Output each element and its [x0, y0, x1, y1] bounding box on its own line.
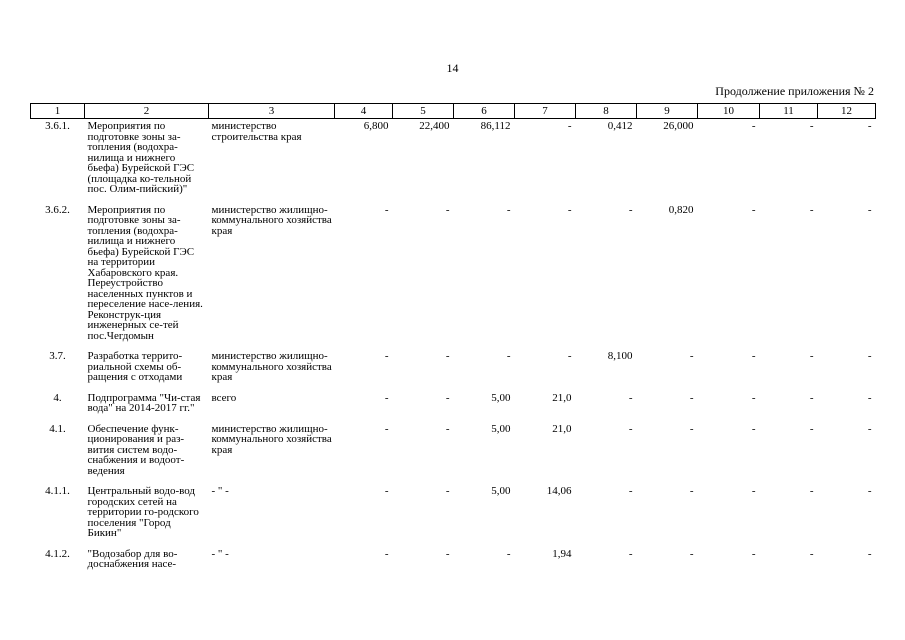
cell-value: -	[689, 547, 694, 560]
row-number: 3.6.2.	[45, 203, 70, 216]
column-header: 7	[515, 104, 576, 119]
cell-value: 22,400	[419, 120, 450, 132]
page-number: 14	[446, 61, 459, 75]
cell-value: 26,000	[663, 120, 694, 132]
cell-value: -	[445, 422, 450, 435]
cell-value: -	[751, 391, 756, 404]
cell-value: 0,412	[607, 120, 633, 132]
cell-value: 1,94	[552, 547, 572, 560]
row-number: 4.1.	[49, 422, 66, 435]
cell-value: -	[628, 391, 633, 404]
row-executor: всего	[211, 391, 237, 404]
cell-value: -	[867, 350, 872, 362]
row-number: 3.7.	[49, 350, 66, 362]
row-name: "Водозабор для во-доснабжения насе-	[87, 547, 178, 570]
column-header: 3	[209, 104, 335, 119]
cell-value: 21,0	[552, 391, 572, 404]
cell-value: -	[384, 391, 389, 404]
table-row	[31, 484, 876, 547]
row-name: Центральный водо-вод городских сетей на территории го-родского поселения "Город Бикин"	[87, 485, 199, 539]
cell-value: -	[384, 422, 389, 435]
cell-value: -	[809, 203, 814, 216]
cell-value: -	[445, 391, 450, 404]
cell-value: -	[567, 120, 572, 132]
cell-value: -	[689, 485, 694, 497]
table-row	[31, 119, 876, 203]
cell-value: -	[567, 350, 572, 362]
table-row	[31, 422, 876, 485]
cell-value: -	[628, 203, 633, 216]
table-header-row	[31, 104, 876, 119]
table-row	[31, 203, 876, 350]
row-name: Обеспечение функ-ционирования и раз-вития систем водо-снабжения и водоот-ведения	[87, 422, 185, 477]
table-row	[31, 547, 876, 578]
row-name: Разработка террито-риальной схемы об-ращения с отходами	[87, 350, 183, 383]
cell-value: -	[751, 203, 756, 216]
row-executor: министерство жилищно-коммунального хозяйства края	[211, 203, 332, 237]
cell-value: -	[809, 350, 814, 362]
cell-value: 6,800	[363, 120, 389, 132]
row-number: 4.1.1.	[45, 485, 70, 497]
cell-value: -	[384, 547, 389, 560]
column-header: 5	[393, 104, 454, 119]
cell-value: -	[809, 547, 814, 560]
column-header: 11	[760, 104, 818, 119]
program-table	[30, 103, 876, 578]
cell-value: 86,112	[480, 120, 511, 132]
cell-value: 21,0	[552, 422, 572, 435]
cell-value: 5,00	[491, 391, 511, 404]
cell-value: -	[751, 547, 756, 560]
cell-value: -	[751, 120, 756, 132]
cell-value: -	[628, 547, 633, 560]
cell-value: -	[809, 485, 814, 497]
cell-value: -	[445, 547, 450, 560]
cell-value: -	[809, 120, 814, 132]
cell-value: -	[867, 120, 872, 132]
cell-value: -	[867, 547, 872, 560]
cell-value: 5,00	[491, 485, 511, 497]
row-number: 4.	[53, 391, 62, 404]
cell-value: 8,100	[607, 350, 633, 362]
cell-value: -	[867, 203, 872, 216]
cell-value: -	[751, 422, 756, 435]
table-row	[31, 391, 876, 422]
column-header: 10	[698, 104, 760, 119]
row-name: Мероприятия по подготовке зоны за-топления (водохра-нилища и нижнего бьефа) Бурейской ГЭС (площадка ко-тельной пос. Олим-пийский)"	[87, 120, 195, 195]
cell-value: -	[445, 203, 450, 216]
row-executor: министерство жилищно-коммунального хозяйства края	[211, 422, 332, 456]
row-number: 3.6.1.	[45, 120, 70, 132]
cell-value: -	[506, 547, 511, 560]
row-executor: министерство жилищно-коммунального хозяйства края	[211, 350, 332, 383]
column-header: 6	[454, 104, 515, 119]
column-header: 8	[576, 104, 637, 119]
column-header: 12	[818, 104, 876, 119]
cell-value: -	[567, 203, 572, 216]
column-header: 4	[335, 104, 393, 119]
cell-value: -	[506, 203, 511, 216]
cell-value: -	[445, 350, 450, 362]
cell-value: -	[809, 422, 814, 435]
cell-value: -	[384, 350, 389, 362]
row-number: 4.1.2.	[45, 547, 70, 560]
cell-value: -	[445, 485, 450, 497]
row-name: Подпрограмма "Чи-стая вода" на 2014-2017 гг."	[87, 391, 201, 414]
cell-value: -	[751, 485, 756, 497]
cell-value: -	[867, 485, 872, 497]
cell-value: -	[809, 391, 814, 404]
cell-value: -	[689, 350, 694, 362]
cell-value: -	[506, 350, 511, 362]
row-executor: - " -	[211, 485, 229, 497]
cell-value: -	[689, 422, 694, 435]
column-header: 1	[31, 104, 85, 119]
cell-value: -	[867, 391, 872, 404]
cell-value: -	[628, 485, 633, 497]
continuation-label: Продолжение приложения № 2	[715, 84, 874, 98]
cell-value: -	[384, 485, 389, 497]
cell-value: 14,06	[546, 485, 572, 497]
table-row	[31, 349, 876, 391]
cell-value: 5,00	[491, 422, 511, 435]
row-name: Мероприятия по подготовке зоны за-топления (водохра-нилища и нижнего бьефа) Бурейской ГЭС на территории Хабаровского края. Переустройство населенных пунктов и переселение насе-ления. Реконструк-ция инженерных се-тей пос.Чегдомын	[87, 203, 203, 342]
cell-value: -	[384, 203, 389, 216]
column-header: 2	[85, 104, 209, 119]
row-executor: - " -	[211, 547, 229, 560]
column-header: 9	[637, 104, 698, 119]
cell-value: -	[867, 422, 872, 435]
cell-value: 0,820	[668, 203, 694, 216]
cell-value: -	[751, 350, 756, 362]
row-executor: министерство строительства края	[211, 120, 302, 143]
cell-value: -	[689, 391, 694, 404]
cell-value: -	[628, 422, 633, 435]
